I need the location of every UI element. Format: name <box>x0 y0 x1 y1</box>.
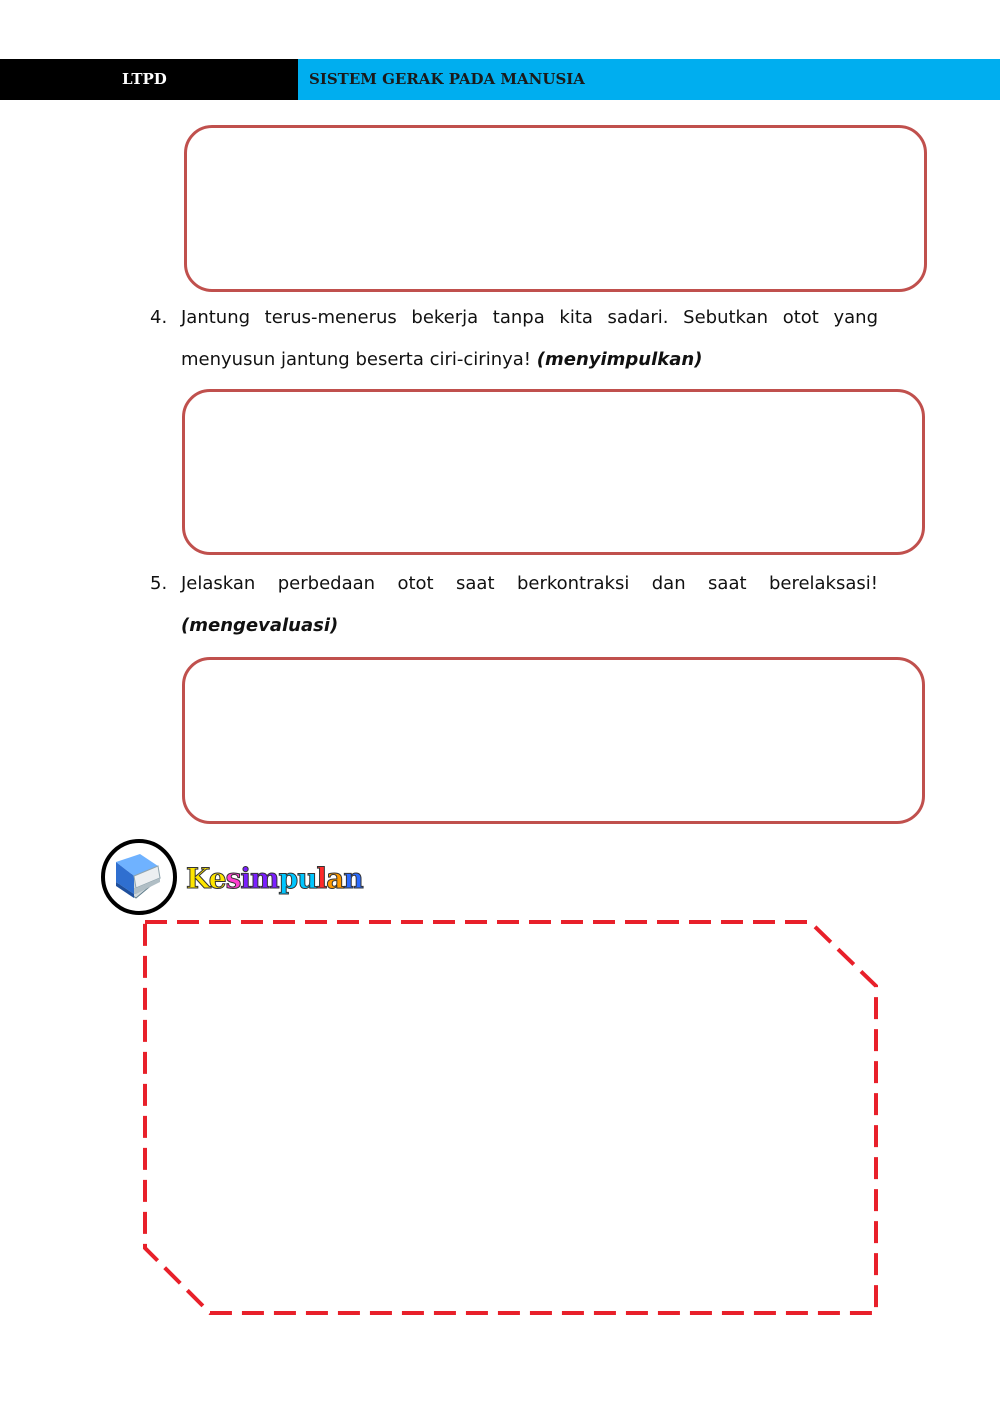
question-skill-label: (mengevaluasi) <box>181 615 339 636</box>
kesimpulan-title-letter: e <box>208 862 226 895</box>
page-header <box>0 59 1000 100</box>
kesimpulan-title-letter: n <box>343 862 363 895</box>
header-ltpd-label: LTPD <box>0 59 298 100</box>
book-icon <box>100 838 178 916</box>
question-text-line1: Jantung terus-menerus bekerja tanpa kita sadari. Sebutkan otot yang <box>181 307 878 328</box>
header-topic-title: SISTEM GERAK PADA MANUSIA <box>298 59 1000 100</box>
question-number: 4. <box>150 307 168 328</box>
kesimpulan-title-letter: u <box>297 862 317 895</box>
question-text-line1: Jelaskan perbedaan otot saat berkontraksi dan saat berelaksasi! <box>181 573 878 594</box>
kesimpulan-title-letter: a <box>326 862 344 895</box>
question-skill-label: (menyimpulkan) <box>536 349 703 370</box>
question-5 <box>150 563 878 647</box>
question-text-line2: menyusun jantung beserta ciri-cirinya! <box>181 349 532 370</box>
kesimpulan-title-letter: p <box>278 862 298 895</box>
question-4 <box>150 297 878 381</box>
kesimpulan-title-letter: s <box>225 862 241 895</box>
kesimpulan-title-letter: l <box>316 862 327 895</box>
kesimpulan-title-letter: i <box>240 862 250 895</box>
answer-box-4[interactable] <box>182 389 925 555</box>
kesimpulan-title-letter: m <box>249 862 279 895</box>
kesimpulan-title <box>186 862 363 895</box>
answer-box-5[interactable] <box>182 657 925 824</box>
answer-box-3[interactable] <box>184 125 927 292</box>
question-number: 5. <box>150 573 168 594</box>
kesimpulan-title-letter: K <box>186 862 209 895</box>
